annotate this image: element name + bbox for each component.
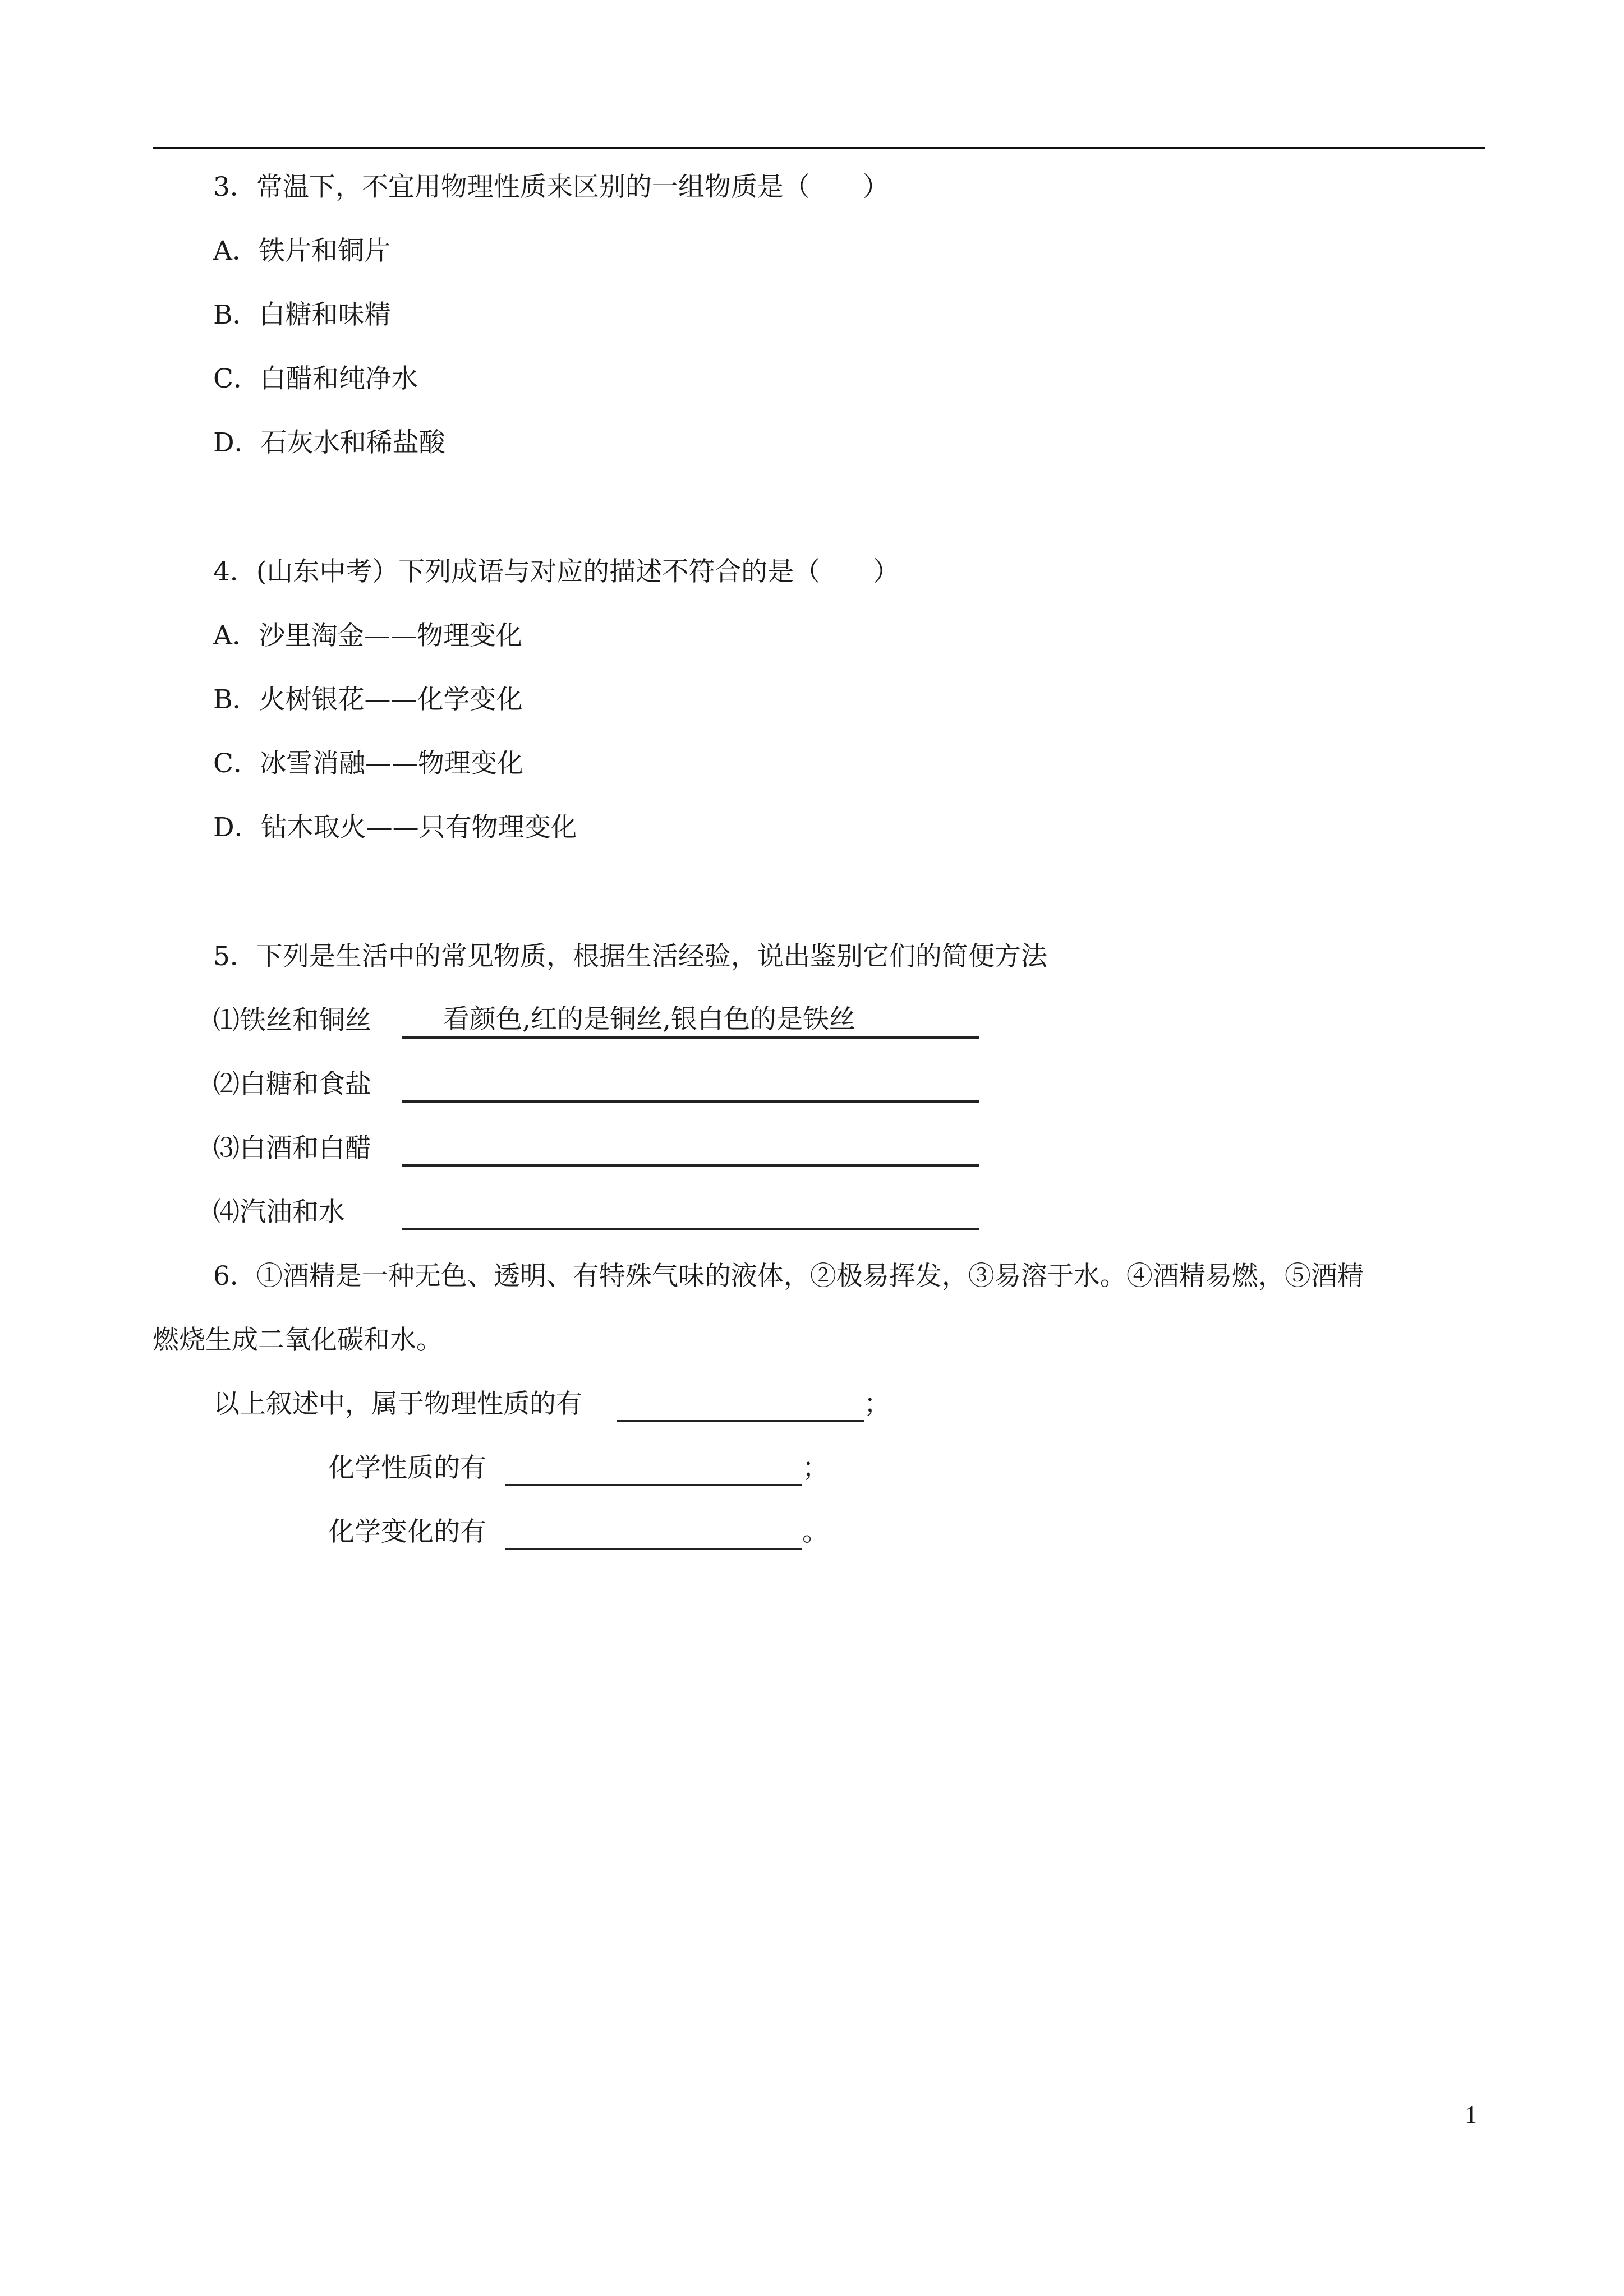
q5-item2-label: ⑵白糖和食盐 bbox=[213, 1069, 371, 1100]
q5-item3-label: ⑶白酒和白醋 bbox=[213, 1133, 371, 1164]
q3-option-d: D．石灰水和稀盐酸 bbox=[213, 427, 445, 458]
q5-item1-label: ⑴铁丝和铜丝 bbox=[213, 1005, 371, 1036]
q5-item3-blank bbox=[402, 1164, 979, 1167]
q4-stem: 4．(山东中考）下列成语与对应的描述不符合的是（ ） bbox=[213, 556, 900, 587]
q3-option-a: A．铁片和铜片 bbox=[213, 236, 390, 266]
q4-option-a: A．沙里淘金——物理变化 bbox=[213, 620, 522, 651]
q3-option-b: B．白糖和味精 bbox=[213, 299, 391, 330]
q6-end-chemical-change: 。 bbox=[802, 1516, 829, 1547]
q6-prompt-chemical-property: 化学性质的有 bbox=[328, 1453, 486, 1483]
q5-item4-label: ⑷汽油和水 bbox=[213, 1197, 345, 1228]
q6-stem-line2: 燃烧生成二氧化碳和水。 bbox=[153, 1325, 443, 1356]
q3-option-c: C．白醋和纯净水 bbox=[213, 363, 418, 394]
q5-item1-blank bbox=[402, 1036, 979, 1039]
q6-blank-chemical-change bbox=[505, 1548, 802, 1550]
q5-item4-blank bbox=[402, 1228, 979, 1230]
q6-end-chemical-property: ； bbox=[802, 1453, 829, 1483]
q6-stem-line1: 6．①酒精是一种无色、透明、有特殊气味的液体，②极易挥发，③易溶于水。④酒精易燃，⑤酒精 bbox=[213, 1261, 1364, 1292]
q5-item2-blank bbox=[402, 1100, 979, 1103]
q4-option-b: B．火树银花——化学变化 bbox=[213, 684, 523, 715]
q5-stem: 5．下列是生活中的常见物质，根据生活经验，说出鉴别它们的简便方法 bbox=[213, 941, 1047, 972]
q6-prompt-physical: 以上叙述中，属于物理性质的有 bbox=[213, 1389, 582, 1419]
q4-option-c: C．冰雪消融——物理变化 bbox=[213, 748, 523, 779]
q6-blank-physical bbox=[617, 1420, 864, 1422]
q4-option-d: D．钻木取火——只有物理变化 bbox=[213, 812, 577, 843]
q6-prompt-chemical-change: 化学变化的有 bbox=[328, 1516, 486, 1547]
q5-item1-answer: 看颜色,红的是铜丝,银白色的是铁丝 bbox=[443, 1004, 855, 1035]
q6-blank-chemical-property bbox=[505, 1484, 802, 1486]
header-rule bbox=[153, 147, 1485, 149]
q6-end-physical: ； bbox=[864, 1389, 890, 1419]
page-number: 1 bbox=[1465, 2101, 1477, 2128]
q3-stem: 3．常温下，不宜用物理性质来区别的一组物质是（ ） bbox=[213, 172, 889, 202]
